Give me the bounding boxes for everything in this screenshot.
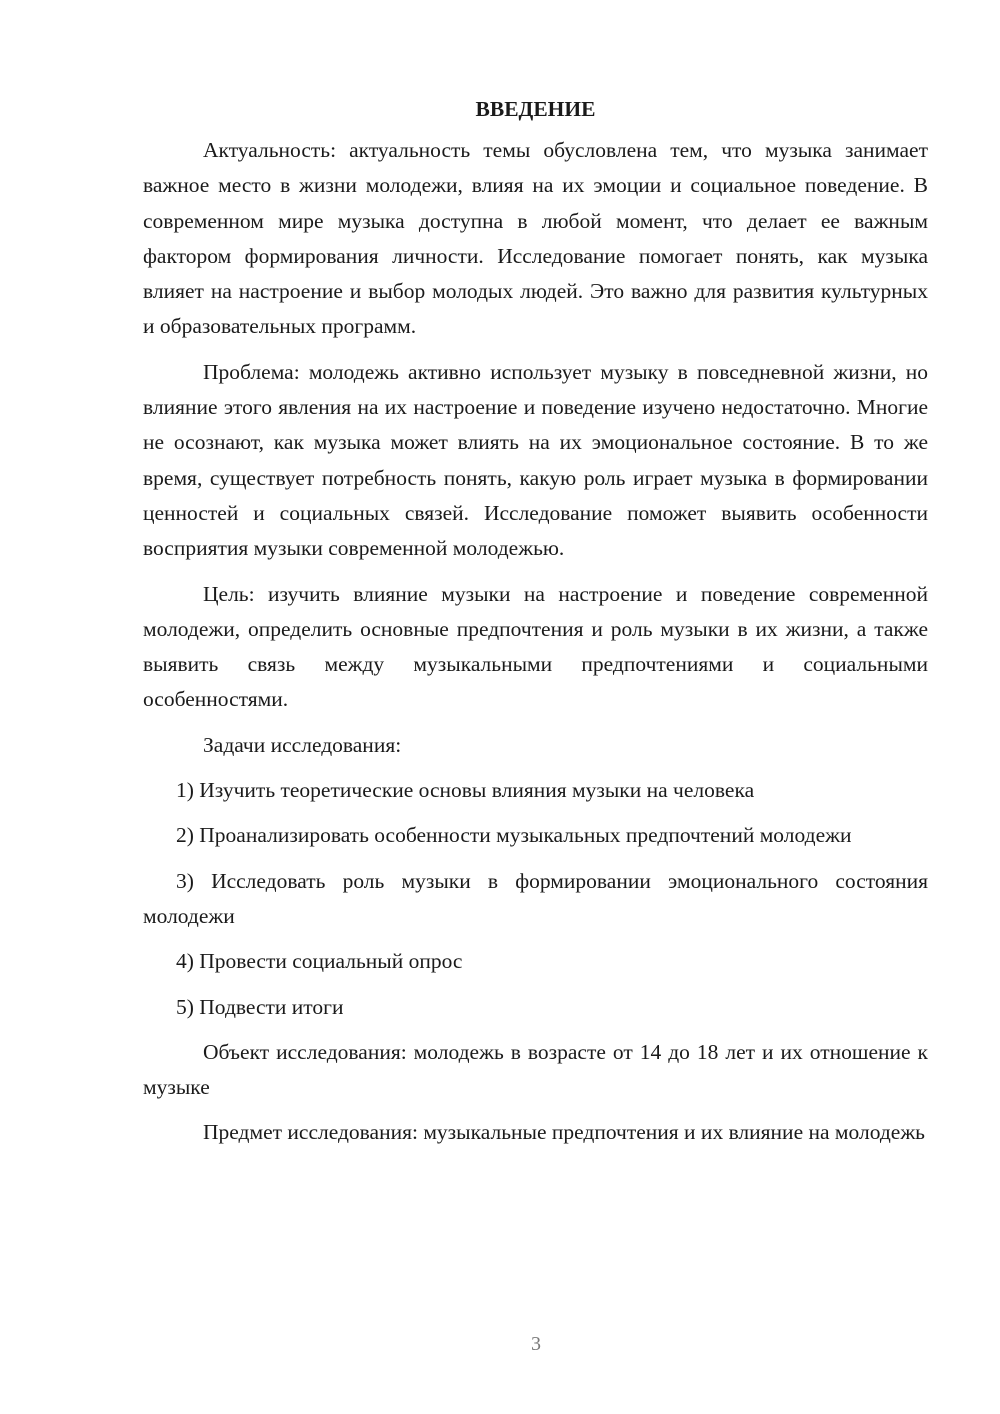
task-item-3: 3) Исследовать роль музыки в формировании эмоционального состояния молодежи [143, 868, 928, 928]
paragraph-relevance: Актуальность: актуальность темы обусловлена тем, что музыка занимает важное место в жизни молодежи, влияя на их эмоции и социальное поведение. В современном мире музыка доступна в любой момент, что делает ее важным фактором формирования личности. Исследование помогает понять, как музыка влияет на настроение и выбор молодых людей. Это важно для развития культурных и образовательных программ. [143, 138, 928, 339]
paragraph-subject: Предмет исследования: музыкальные предпочтения и их влияние на молодежь [203, 1120, 925, 1145]
document-page [143, 92, 928, 1161]
task-item-4: 4) Провести социальный опрос [176, 949, 463, 974]
paragraph-object: Объект исследования: молодежь в возрасте от 14 до 18 лет и их отношение к музыке [143, 1039, 928, 1100]
task-item-1: 1) Изучить теоретические основы влияния музыки на человека [176, 778, 755, 803]
paragraph-problem: Проблема: молодежь активно использует музыку в повседневной жизни, но влияние этого явления на их настроение и поведение изучено недостаточно. Многие не осознают, как музыка может влиять на их эмоциональное состояние. В то же время, существует потребность понять, какую роль играет музыка в формировании ценностей и социальных связей. Исследование поможет выявить особенности восприятия музыки современной молодежью. [143, 359, 928, 561]
page-number: 3 [531, 1333, 541, 1355]
section-heading: ВВЕДЕНИЕ [475, 97, 596, 121]
task-item-2: 2) Проанализировать особенности музыкальных предпочтений молодежи [176, 823, 852, 848]
paragraph-goal: Цель: изучить влияние музыки на настроение и поведение современной молодежи, определить основные предпочтения и роль музыки в их жизни, а также выявить связь между музыкальными предпочтениями и социальными особенностями. [143, 581, 928, 712]
task-item-5: 5) Подвести итоги [176, 994, 344, 1019]
paragraph-tasks-title: Задачи исследования: [203, 732, 402, 757]
